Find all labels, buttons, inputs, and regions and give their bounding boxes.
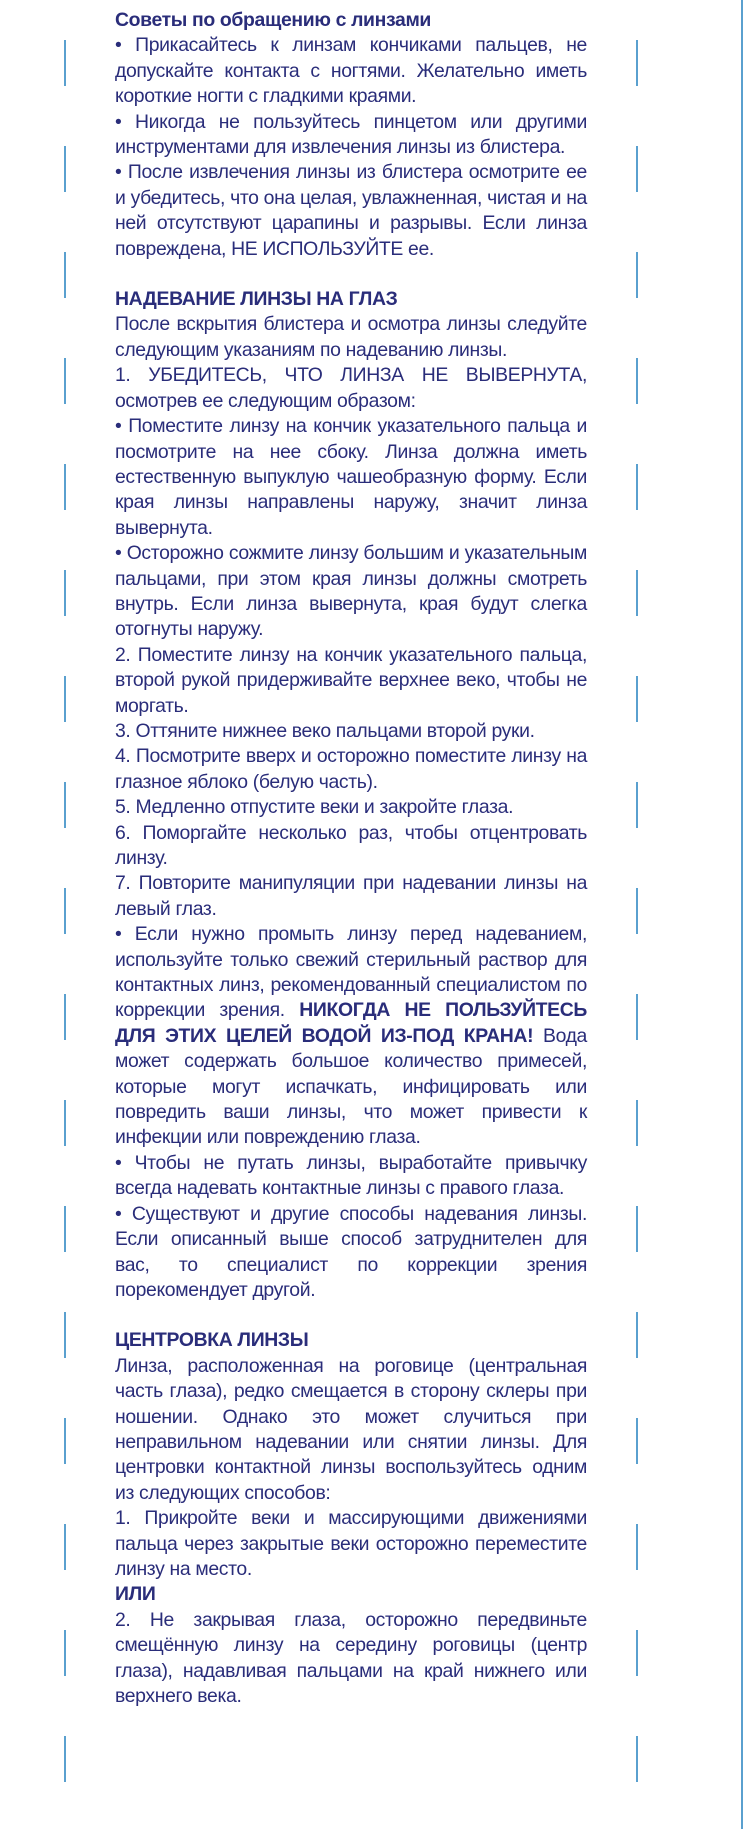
centering-heading: ЦЕНТРОВКА ЛИНЗЫ xyxy=(115,1329,309,1352)
tip-inspect-lens: • После извлечения линзы из блистера осмотрите ее и убедитесь, что она целая, увлажненная, чистая и на ней отсутствуют царапины и разрывы. Если линза повреждена, НЕ ИСПОЛЬЗУЙТЕ ее. xyxy=(115,161,587,260)
section-gap xyxy=(115,1303,587,1328)
centering-method-2: 2. Не закрывая глаза, осторожно передвиньте смещённую линзу на середину роговицы (центр глаза), надавливая пальцами на край нижнего или верхнего века. xyxy=(115,1608,587,1707)
step-6: 6. Поморгайте несколько раз, чтобы отцентровать линзу. xyxy=(115,821,587,869)
tip-no-tweezers: • Никогда не пользуйтесь пинцетом или другими инструментами для извлечения линзы из блистера. xyxy=(115,110,587,159)
insertion-heading: НАДЕВАНИЕ ЛИНЗЫ НА ГЛАЗ xyxy=(115,288,398,311)
left-dashed-rule xyxy=(64,0,66,1829)
handling-tips-heading: Советы по обращению с линзами xyxy=(115,9,432,31)
step-3: 3. Оттяните нижнее веко пальцами второй руки. xyxy=(115,719,535,742)
rinse-lead: • Если нужно промыть линзу перед надеванием, используйте только свежий стерильный раствор для контактных линз, рекомендованный специалистом по коррекции зрения. xyxy=(115,923,587,1022)
centering-method-1: 1. Прикройте веки и массирующими движениями пальца через закрытые веки осторожно переместите линзу на место. xyxy=(115,1507,587,1580)
centering-intro: Линза, расположенная на роговице (центральная часть глаза), редко смещается в сторону склеры при ношении. Однако это может случиться при неправильном надевании или снятии линзы. Для центровки контактной линзы воспользуйтесь одним из следующих способов: xyxy=(115,1354,587,1504)
step-2: 2. Поместите линзу на кончик указательного пальца, второй рукой придерживайте верхнее веко, чтобы не моргать. xyxy=(115,643,587,717)
tip-other-methods: • Существуют и другие способы надевания линзы. Если описанный выше способ затруднителен для вас, то специалист по коррекции зрения порекомендует другой. xyxy=(115,1202,587,1301)
check-squeeze: • Осторожно сожмите линзу большим и указательным пальцами, при этом края линзы должны смотреть внутрь. Если линза вывернута, края будут слегка отогнуты наружу. xyxy=(115,542,587,641)
right-edge-line xyxy=(741,0,743,1829)
rinse-warning-paragraph xyxy=(115,922,587,1151)
insertion-intro: После вскрытия блистера и осмотра линзы следуйте следующим указаниям по надеванию линзы. xyxy=(115,313,587,361)
centering-section xyxy=(115,1328,587,1709)
step-5: 5. Медленно отпустите веки и закройте глаза. xyxy=(115,796,514,819)
check-side-view: • Поместите линзу на кончик указательного пальца и посмотрите на нее сбоку. Линза должна иметь естественную выпуклую чашеобразную форму. Если края линзы направлены наружу, значит линза вывернута. xyxy=(115,415,587,539)
leaflet-text xyxy=(115,8,587,1709)
step-4: 4. Посмотрите вверх и осторожно поместите линзу на глазное яблоко (белую часть). xyxy=(115,745,587,793)
tap-water-warning: НИКОГДА НЕ ПОЛЬЗУЙТЕСЬ ДЛЯ ЭТИХ ЦЕЛЕЙ ВОДОЙ ИЗ-ПОД КРАНА! xyxy=(115,999,588,1047)
right-dashed-rule xyxy=(636,0,638,1829)
tip-right-eye-first: • Чтобы не путать линзы, выработайте привычку всегда надевать контактные линзы с правого глаза. xyxy=(115,1151,587,1200)
section-gap xyxy=(115,262,587,287)
step-1-check-inverted: 1. УБЕДИТЕСЬ, ЧТО ЛИНЗА НЕ ВЫВЕРНУТА, осмотрев ее следующим образом: xyxy=(115,364,587,412)
step-7: 7. Повторите манипуляции при надевании линзы на левый глаз. xyxy=(115,872,587,920)
or-label: ИЛИ xyxy=(115,1583,156,1606)
rinse-tail: Вода может содержать большое количество примесей, которые могут испачкать, инфицировать или повредить ваши линзы, что может привести к инфекции или повреждению глаза. xyxy=(115,1024,587,1149)
handling-tips-section xyxy=(115,8,587,262)
insertion-section xyxy=(115,287,587,1303)
tip-fingertips: • Прикасайтесь к линзам кончиками пальцев, не допускайте контакта с ногтями. Желательно иметь короткие ногти с гладкими краями. xyxy=(115,34,587,108)
